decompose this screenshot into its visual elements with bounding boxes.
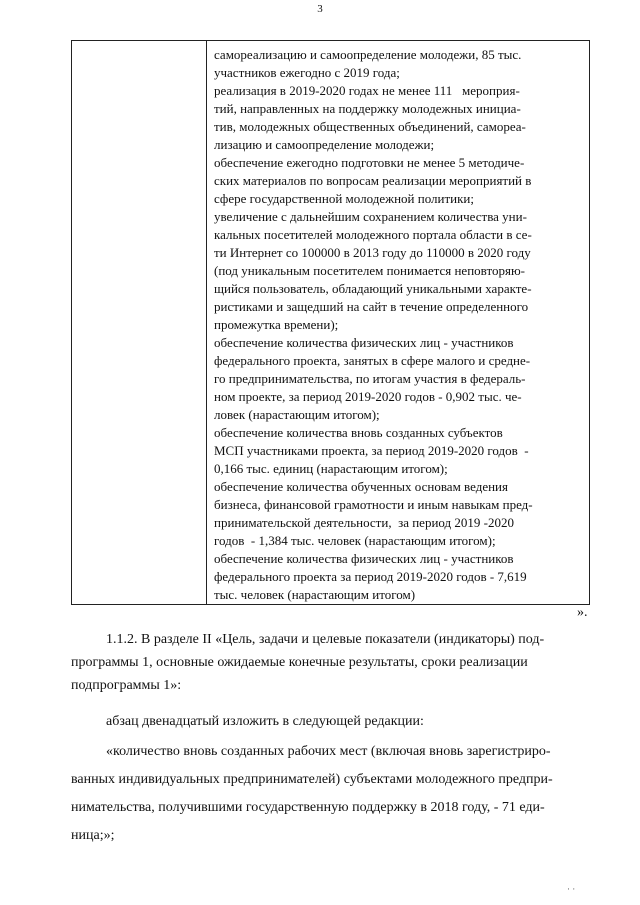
table-right-cell	[214, 46, 584, 604]
table-line: ловек (нарастающим итогом);	[214, 407, 380, 422]
paragraph-line: ванных индивидуальных предпринимателей) субъектами молодежного предпри-	[71, 772, 553, 787]
paragraph-line: подпрограммы 1»:	[71, 678, 182, 693]
table-line: щийся пользователь, обладающий уникальными характе-	[214, 281, 532, 296]
footer-mark: · ·	[567, 884, 576, 894]
indicators-table	[71, 40, 590, 605]
page-number: 3	[317, 3, 323, 15]
table-line: обеспечение количества вновь созданных субъектов	[214, 425, 503, 440]
table-line: лизацию и самоопределение молодежи;	[214, 137, 435, 152]
table-line: (под уникальным посетителем понимается неповторяю-	[214, 263, 525, 278]
table-line: тыс. человек (нарастающим итогом)	[214, 587, 416, 602]
table-line: ном проекте, за период 2019-2020 годов - 0,902 тыс. че-	[214, 389, 522, 404]
paragraph-line: «количество вновь созданных рабочих мест (включая вновь зарегистриро-	[71, 744, 551, 759]
table-line: самореализацию и самоопределение молодежи, 85 тыс.	[214, 47, 522, 62]
table-line: МСП участниками проекта, за период 2019-2020 годов -	[214, 443, 529, 458]
paragraph-line: ница;»;	[71, 828, 115, 843]
table-line: федерального проекта, занятых в сфере малого и средне-	[214, 353, 531, 368]
table-line: го предпринимательства, по итогам участия в федераль-	[214, 371, 526, 386]
table-line: годов - 1,384 тыс. человек (нарастающим итогом);	[214, 533, 496, 548]
table-line: тив, молодежных общественных объединений, самореа-	[214, 119, 526, 134]
table-line: обеспечение количества физических лиц - участников	[214, 335, 514, 350]
table-line: бизнеса, финансовой грамотности и иным навыкам пред-	[214, 497, 533, 512]
table-line: обеспечение ежегодно подготовки не менее 5 методиче-	[214, 155, 525, 170]
closing-quote: ».	[577, 605, 588, 620]
table-line: ти Интернет со 100000 в 2013 году до 110000 в 2020 году	[214, 245, 531, 260]
table-line: обеспечение количества физических лиц - участников	[214, 551, 514, 566]
table-line: обеспечение количества обученных основам ведения	[214, 479, 508, 494]
table-line: промежутка времени);	[214, 317, 339, 332]
paragraph-line: абзац двенадцатый изложить в следующей редакции:	[71, 714, 424, 729]
table-line: увеличение с дальнейшим сохранением количества уни-	[214, 209, 527, 224]
table-line: принимательской деятельности, за период 2019 -2020	[214, 515, 514, 530]
paragraph-line: 1.1.2. В разделе II «Цель, задачи и целевые показатели (индикаторы) под-	[71, 632, 545, 647]
table-left-cell	[72, 41, 206, 604]
paragraph-line: нимательства, получившими государственную поддержку в 2018 году, - 71 еди-	[71, 800, 545, 815]
paragraph-instruction	[71, 710, 590, 733]
table-column-divider	[206, 41, 207, 604]
table-line: сфере государственной молодежной политики;	[214, 191, 474, 206]
table-line: ских материалов по вопросам реализации мероприятий в	[214, 173, 532, 188]
table-line: 0,166 тыс. единиц (нарастающим итогом);	[214, 461, 448, 476]
table-line: участников ежегодно с 2019 года;	[214, 65, 400, 80]
table-line: тий, направленных на поддержку молодежных инициа-	[214, 101, 521, 116]
paragraph-line: программы 1, основные ожидаемые конечные результаты, сроки реализации	[71, 655, 528, 670]
paragraph-quoted-text	[71, 738, 590, 850]
table-line: реализация в 2019-2020 годах не менее 111 мероприя-	[214, 83, 520, 98]
table-line: кальных посетителей молодежного портала области в се-	[214, 227, 532, 242]
paragraph-section-amendment	[71, 628, 590, 697]
table-line: федерального проекта за период 2019-2020 годов - 7,619	[214, 569, 527, 584]
table-line: ристиками и защедший на сайт в течение определенного	[214, 299, 529, 314]
